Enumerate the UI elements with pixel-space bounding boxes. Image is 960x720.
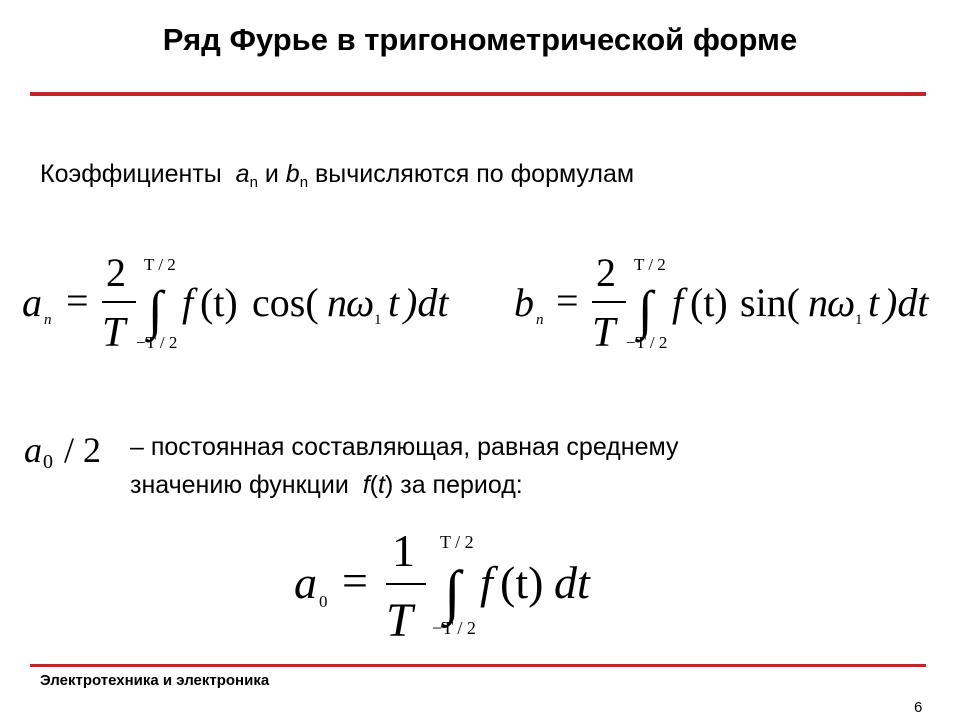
slide-title: Ряд Фурье в тригонометрической форме [162, 22, 798, 57]
an-integral-sign: ∫ [148, 280, 163, 340]
an-lower-limit: −T / 2 [136, 333, 178, 352]
a0-lhs-sub: 0 [319, 592, 328, 611]
an-trig: cos( [252, 280, 319, 325]
page-number: 6 [914, 699, 923, 716]
an-n: n [327, 280, 347, 325]
intro-prefix: Коэффициенты [40, 160, 222, 188]
formula-bn [512, 248, 942, 358]
intro-line [40, 160, 634, 191]
a0-denominator: T [386, 594, 413, 647]
bn-f: f [672, 280, 684, 325]
a0-symbol-sub: 0 [43, 451, 53, 473]
intro-b-sub: n [299, 174, 309, 191]
bn-omega: ω [827, 280, 856, 325]
a0-half-symbol [22, 424, 122, 474]
formula-a0 [292, 526, 622, 648]
a0-symbol-letter: a [24, 430, 42, 470]
a0-lhs-letter: a [294, 557, 317, 608]
bn-denominator: T [592, 310, 616, 356]
a0-note-prefix: значению функции [130, 471, 349, 499]
bn-lhs-sub: n [536, 312, 544, 328]
bn-trig: sin( [740, 280, 800, 325]
bn-omega-sub: 1 [855, 312, 863, 328]
an-f-arg: (t) [200, 280, 238, 325]
intro-a-sub: n [249, 174, 258, 191]
a0-note-suffix: за период: [400, 471, 523, 499]
bn-equals: = [556, 278, 579, 323]
a0-note-line2 [130, 471, 523, 500]
bn-n: n [808, 280, 828, 325]
intro-b-letter: b [285, 160, 300, 188]
an-f: f [182, 280, 194, 325]
an-close-dt: )dt [404, 280, 449, 325]
bn-upper-limit: T / 2 [634, 255, 666, 274]
title-divider [30, 92, 926, 96]
a0-integral-sign: ∫ [444, 559, 461, 625]
an-denominator: T [102, 310, 126, 356]
footer-divider [30, 664, 926, 667]
a0-dt: dt [554, 557, 590, 608]
a0-note-f-close: ) [384, 471, 394, 499]
intro-suffix: вычисляются по формулам [314, 160, 635, 188]
bn-f-arg: (t) [690, 280, 728, 325]
intro-conjunction: и [264, 160, 279, 188]
bn-lhs-letter: b [514, 280, 534, 325]
a0-upper-limit: T / 2 [440, 532, 474, 552]
a0-numerator: 1 [392, 526, 415, 576]
footer-course: Электротехника и электроника [40, 672, 270, 689]
an-upper-limit: T / 2 [144, 255, 176, 274]
a0-equals: = [342, 555, 368, 606]
an-numerator: 2 [106, 250, 126, 295]
a0-note-line1: – постоянная составляющая, равная среднему [130, 433, 679, 461]
a0-symbol-div: / 2 [64, 430, 102, 470]
formula-an [20, 248, 470, 358]
a0-lower-limit: −T / 2 [432, 618, 476, 638]
intro-a-letter: a [235, 160, 250, 188]
an-lhs-letter: a [22, 280, 42, 325]
an-omega: ω [346, 280, 375, 325]
a0-note-f-open: ( [369, 471, 378, 499]
bn-numerator: 2 [596, 250, 616, 295]
a0-f: f [480, 557, 493, 608]
bn-lower-limit: −T / 2 [626, 333, 668, 352]
an-t: t [388, 280, 400, 325]
an-lhs-sub: n [44, 312, 52, 328]
bn-t: t [868, 280, 880, 325]
a0-note-f-arg: t [378, 471, 385, 499]
an-equals: = [66, 278, 89, 323]
a0-f-arg: (t) [500, 557, 544, 608]
bn-integral-sign: ∫ [638, 280, 653, 340]
a0-note-f: f [362, 471, 370, 499]
bn-close-dt: )dt [884, 280, 929, 325]
an-omega-sub: 1 [374, 312, 382, 328]
